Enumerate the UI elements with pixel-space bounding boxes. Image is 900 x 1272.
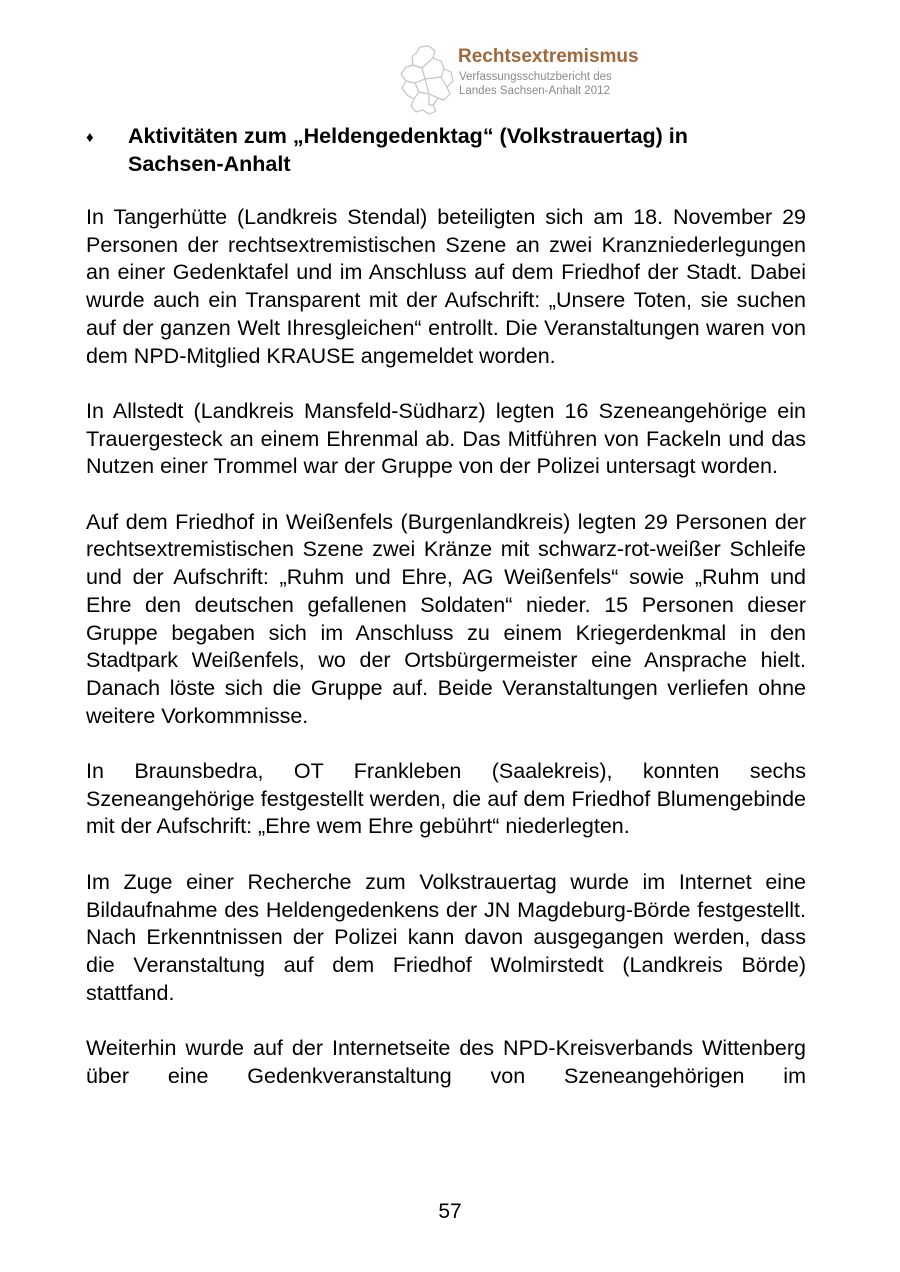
saxony-anhalt-map-icon [398,44,458,116]
paragraph-1: In Tangerhütte (Landkreis Stendal) beteiligten sich am 18. November 29 Personen der rechtsextremistischen Szene an zwei Kranzniederlegungen an einer Gedenktafel und im Anschluss auf dem Friedhof der Stadt. Dabei wurde auch ein Transparent mit der Aufschrift: „Unsere Toten, sie suchen auf der ganzen Welt Ihresgleichen“ entrollt. Die Veranstaltungen waren von dem NPD-Mitglied KRAUSE angemeldet worden. [86,205,806,368]
diamond-bullet-icon: ♦ [86,129,94,146]
header-subtitle-line-2: Landes Sachsen-Anhalt 2012 [459,85,610,97]
header-title: Rechtsextremismus [458,46,639,67]
header-subtitle-line-1: Verfassungsschutzbericht des [459,71,612,83]
header-subtitle [459,70,612,98]
section-heading-text [128,122,806,178]
paragraph-5: Im Zuge einer Recherche zum Volkstrauertag wurde im Internet eine Bildaufnahme des Heldengedenkens der JN Magdeburg-Börde festgestellt. Nach Erkenntnissen der Polizei kann davon ausgegangen werden, dass die Veranstaltung auf dem Friedhof Wolmirstedt (Landkreis Börde) stattfand. [86,869,806,1005]
paragraph-3: Auf dem Friedhof in Weißenfels (Burgenlandkreis) legten 29 Personen der rechtsextremistischen Szene zwei Kränze mit schwarz-rot-weißer Schleife und der Aufschrift: „Ruhm und Ehre, AG Weißenfels“ sowie „Ruhm und Ehre den deutschen gefallenen Soldaten“ nieder. 15 Personen dieser Gruppe begaben sich im Anschluss zu einem Kriegerdenkmal in den Stadtpark Weißenfels, wo der Ortsbürgermeister eine Ansprache hielt. Danach löste sich die Gruppe auf. Beide Veranstaltungen verliefen ohne weitere Vorkommnisse. [86,509,806,728]
paragraph-6: Weiterhin wurde auf der Internetseite des NPD-Kreisverbands Wittenberg über eine Gedenkveranstaltung von Szeneangehörigen im [86,1036,806,1088]
section-heading-line-1: Aktivitäten zum „Heldengedenktag“ (Volkstrauertag) in [128,124,688,148]
body-text [86,204,806,1118]
page-header [398,44,698,116]
paragraph-2: In Allstedt (Landkreis Mansfeld-Südharz) legten 16 Szeneangehörige ein Trauergesteck an einem Ehrenmal ab. Das Mitführen von Fackeln und das Nutzen einer Trommel war der Gruppe von der Polizei untersagt worden. [86,398,806,479]
section-heading [86,122,806,178]
paragraph-4: In Braunsbedra, OT Frankleben (Saalekreis), konnten sechs Szeneangehörige festgestellt werden, die auf dem Friedhof Blumengebinde mit der Aufschrift: „Ehre wem Ehre gebührt“ niederlegten. [86,759,806,839]
page-number: 57 [438,1200,462,1223]
section-heading-line-2: Sachsen-Anhalt [128,152,291,176]
